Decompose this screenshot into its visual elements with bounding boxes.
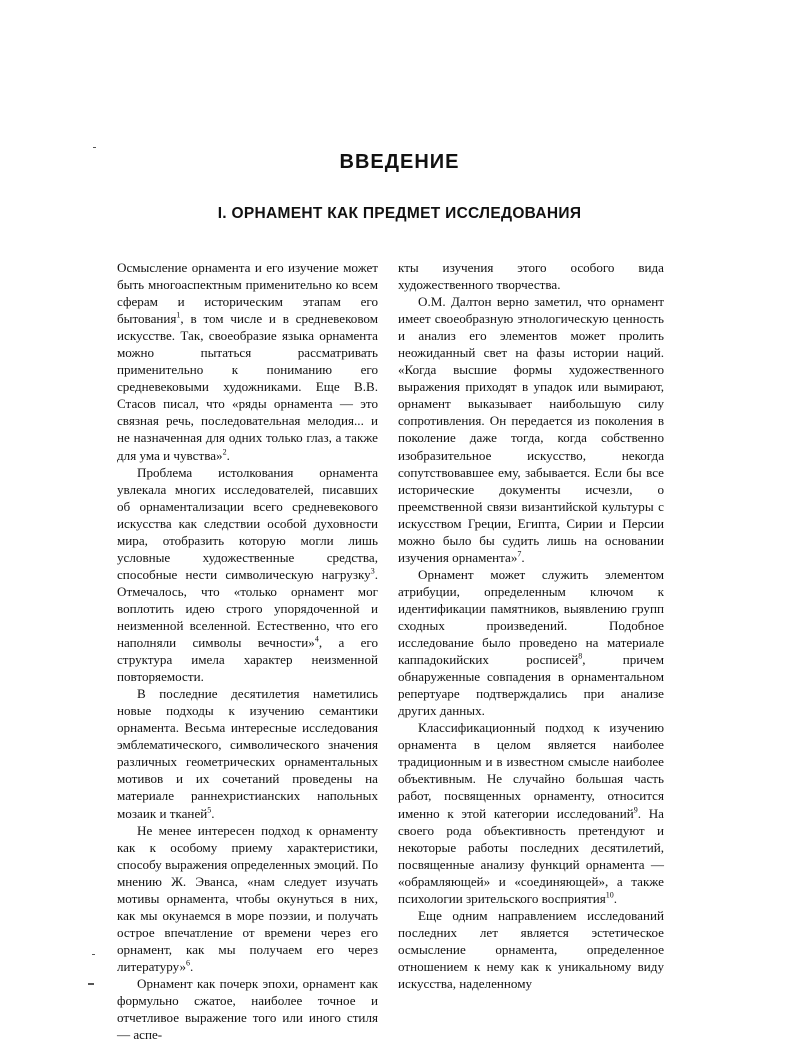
footnote-ref: 5 [207,805,212,815]
footnote-ref: 4 [314,634,319,644]
text-run: . [226,447,230,463]
scan-mark [92,954,95,955]
text-run: , в том числе и в средневековом искусстве. Так, своеобразие языка орнамента можно пытаться рассматривать применительно к пониманию его средневековыми художниками. Еще В.В. Стасов писал, что «ряды орнамента — это связная речь, последовательная мелодия... и не назначенная для одних только глаз, а также для ума и чувства» [117,311,378,463]
text-run: . Отмечалось, что «только орнамент мог воплотить идею строго упорядоченной и неизменной вселенной. Естественно, что его наполняли символы вечности» [117,566,378,651]
footnote-ref: 6 [186,958,190,968]
paragraph [398,907,664,992]
paragraph [117,259,378,464]
paragraph [117,822,378,975]
text-run: О.М. Далтон верно заметил, что орнамент имеет своеобразную этнологическую ценность и анализ его элементов может пролить неожиданный свет на фазы истории наций. «Когда высшие формы художественного выражения приходят в упадок или вымирают, орнамент выказывает наибольшую силу сопротивления. Он передается из поколения в поколение даже тогда, когда собственно изобразительное искусство, некогда сопутствовавшее ему, забывается. Если бы все исторические документы исчезли, о преемственной связи византийской культуры с искусством Греции, Египта, Сирии и Персии можно было бы судить лишь на основании изучения орнамента» [398,294,664,565]
scan-mark [93,147,96,148]
paragraph [117,464,378,686]
paragraph [117,975,378,1043]
left-column [117,259,378,1043]
paragraph [398,293,664,566]
scan-mark [88,983,94,985]
paragraph [398,259,664,293]
right-column [398,259,664,992]
text-run: , а его структура имела характер неизменной повторяемости. [117,635,378,685]
paragraph [398,719,664,907]
text-run: В последние десятилетия наметились новые подходы к изучению семантики орнамента. Весьма интересные исследования эмблематического, символического значения различных геометрических орнаментальных мотивов и их сочетаний проведены на материале раннехристианских напольных мозаик и тканей [117,686,378,821]
footnote-ref: 10 [605,890,614,900]
paragraph [117,685,378,821]
text-run: кты изучения этого особого вида художественного творчества. [398,260,664,293]
text-run: . [521,549,525,565]
text-run: . На своего рода объективность претендуют и некоторые работы последних десятилетий, посвященные анализу функций орнамента — «обрамляющей» и «соединяющей», а также психологии зрительского восприятия [398,805,664,906]
text-run: . [613,890,618,906]
footnote-ref: 9 [633,805,638,815]
footnote-ref: 2 [222,447,227,457]
footnote-ref: 1 [176,310,181,320]
footnote-ref: 8 [578,651,583,661]
text-run: Проблема истолкования орнамента увлекала многих исследователей, писавших об орнаментализации всего средневекового искусства как следствии особой духовности мира, отобразить которую могли лишь условные художественные средства, способные нести символическую нагрузку [117,464,378,582]
text-run: Осмысление орнамента и его изучение может быть многоаспектным применительно ко всем сферам и историческим этапам его бытования [117,260,378,327]
text-run: . [211,805,215,821]
paragraph [398,566,664,719]
text-run: . [190,958,194,974]
footnote-ref: 3 [370,566,375,576]
text-run: Орнамент может служить элементом атрибуции, определенным ключом к идентификации памятников, выявлению групп сходных произведений. Подобное исследование было проведено на материале каппадокийских росписей [398,566,664,668]
text-run: Еще одним направлением исследований последних лет является эстетическое осмысление орнамента, определенное отношением к нему как к уникальному виду искусства, наделенному [398,907,664,991]
text-run: Орнамент как почерк эпохи, орнамент как формульно сжатое, наиболее точное и отчетливое выражение того или иного стиля — аспе- [117,975,378,1043]
text-run: Классификационный подход к изучению орнамента в целом является наиболее традиционным и в известном смысле наиболее объективным. Не случайно большая часть работ, посвященных орнаменту, относится именно к этой категории исследований [398,720,664,821]
footnote-ref: 7 [517,549,522,559]
section-title: I. ОРНАМЕНТ КАК ПРЕДМЕТ ИССЛЕДОВАНИЯ [217,205,582,222]
text-run: , причем обнаруженные совпадения в орнаментальном репертуаре подтверждались при анализе других данных. [398,652,665,719]
text-run: Не менее интересен подход к орнаменту как к особому приему характеристики, способу выражения определенных эмоций. По мнению Ж. Эванса, «нам следует изучать мотивы орнамента, чтобы окунуться в них, как мы окунаемся в море поэзии, и получать острое впечатление от времени через его орнамент, как мы получаем его через литературу» [117,822,378,974]
main-title: ВВЕДЕНИЕ [339,151,460,173]
